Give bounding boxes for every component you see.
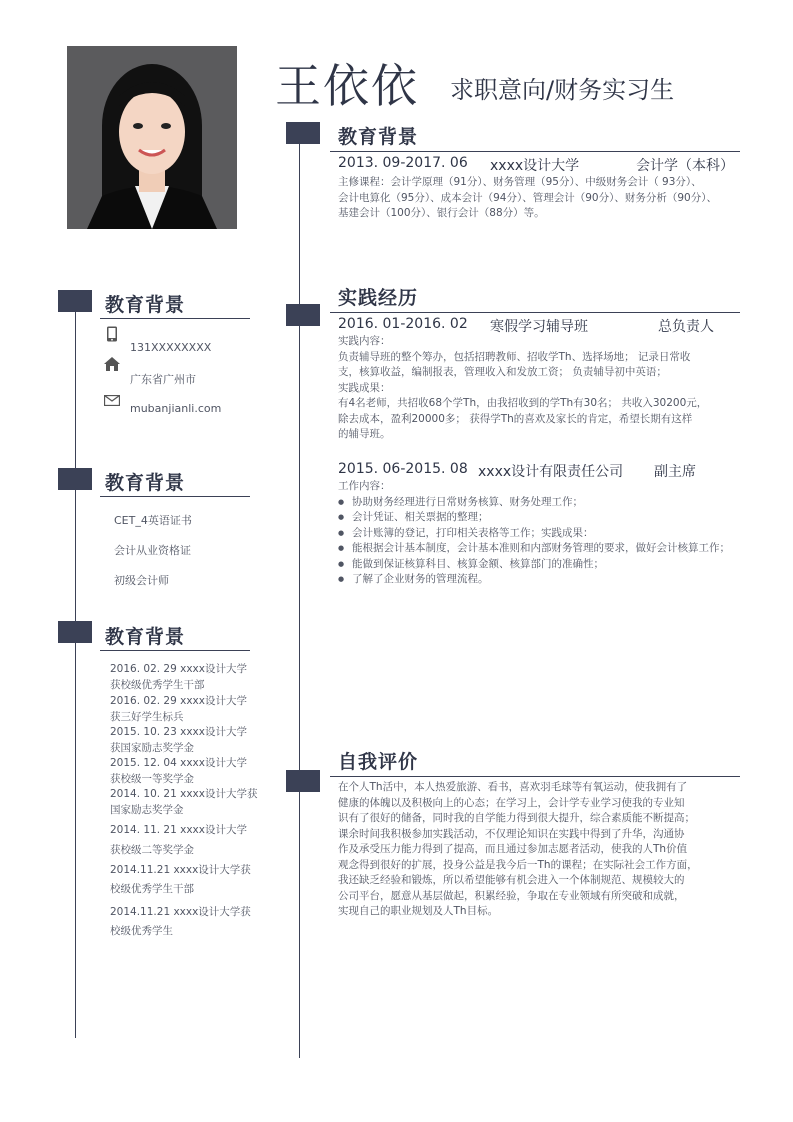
section-marker [58,290,92,312]
timeline-right [299,130,300,1058]
section-title-education: 教育背景 [338,126,419,148]
award-item: 2015. 12. 04 xxxx设计大学 获校级一等奖学金 [110,757,247,785]
award-item: 2014. 11. 21 xxxx设计大学 获校级二等奖学金 [110,824,247,856]
contact-email: mubanjianli.com [130,402,222,415]
award-item: 2014.11.21 xxxx设计大学获 校级优秀学生干部 [110,864,251,895]
list-item: ● 能根据会计基本制度，会计基本准则和内部财务管理的要求，做好会计核算工作； [352,541,740,557]
section-marker [286,770,320,792]
divider [330,776,740,777]
job1-period: 2016. 01-2016. 02 [338,316,468,332]
job1-org: 寒假学习辅导班 [490,319,588,335]
divider [100,496,250,497]
divider [100,318,250,319]
home-icon [104,356,120,370]
cert-item: 初级会计师 [114,574,169,587]
award-item: 2016. 02. 29 xxxx设计大学 获三好学生标兵 [110,695,247,723]
edu-school: xxxx设计大学 [490,158,580,174]
section-title-practice: 实践经历 [338,287,419,309]
contact-address: 广东省广州市 [130,373,196,386]
award-item: 2016. 02. 29 xxxx设计大学 获校级优秀学生干部 [110,663,247,691]
divider [330,151,740,152]
mail-icon [104,391,120,402]
phone-icon [106,326,118,342]
section-title-certs: 教育背景 [105,472,186,494]
job2-role: 副主席 [654,464,696,480]
timeline-left [75,290,76,1038]
edu-major: 会计学（本科） [636,158,734,174]
self-evaluation: 在个人Th活中，本人热爱旅游、看书，喜欢羽毛球等有氧运动，使我拥有了 健康的体魄以及积极向上的心态；在学习上，会计学专业学习使我的专业知 识有了很好的储备，同时我的自学能力得到很大提升，综合素质能不断提高； 课余时间我积极参加实践活动，不仅理论知识在实践中得到了升华，沟通协 作及承受压力能力得到了提高，而且通过参加志愿者活动，使我的人Th价值 观念得到很好的扩展，投身公益是我今后一Th的课程；在实际社会工作方面， 我还缺乏经验和锻炼，所以希望能够有机会进入一个体制规范、规模较大的 公司平台，愿意从基层做起，积累经验，争取在专业领域有所突破和成就， 实现自己的职业规划及人Th目标。 [338,781,698,917]
edu-courses: 主修课程：会计学原理（91分）、财务管理（95分）、中级财务会计（ 93分）、 会计电算化（95分）、成本会计（94分）、管理会计（90分）、财务分析（90分）、 基建会计（100分）、银行会计（88分）等。 [338,176,717,219]
job2-org: xxxx设计有限责任公司 [478,464,624,480]
award-item: 2014. 10. 21 xxxx设计大学获 国家励志奖学金 [110,788,258,816]
job1-details: 实践内容： 负责辅导班的整个筹办，包括招聘教师、招收学Th、选择场地； 记录日常收 支，核算收益，编制报表，管理收入和发放工资； 负责辅导初中英语； 实践成果： 有4名老师，共招收68个学Th，由我招收到的学Th有30名； 共收入30200元， 除去成本，盈利20000多； 获得学Th的喜欢及家长的肯定，希望长期有这样 的辅导班。 [338,335,708,440]
divider [100,650,250,651]
cert-item: CET_4英语证书 [114,514,192,527]
award-item: 2015. 10. 23 xxxx设计大学 获国家励志奖学金 [110,726,247,754]
divider [330,312,740,313]
profile-photo [67,46,237,229]
cert-item: 会计从业资格证 [114,544,191,557]
list-item: ● 了解了企业财务的管理流程。 [352,572,740,588]
list-item: ● 协助财务经理进行日常财务核算、财务处理工作； [352,495,740,511]
job-intention: 求职意向/财务实习生 [450,76,675,104]
candidate-name: 王依依 [275,59,419,113]
section-marker [58,621,92,643]
section-title-awards: 教育背景 [105,626,186,648]
section-marker [58,468,92,490]
list-item: ● 能做到保证核算科目、核算金额、核算部门的准确性； [352,557,740,573]
section-marker [286,122,320,144]
section-title-contact: 教育背景 [105,294,186,316]
job1-role: 总负责人 [658,319,714,335]
section-title-self: 自我评价 [338,751,419,773]
job2-period: 2015. 06-2015. 08 [338,461,468,477]
contact-phone: 131XXXXXXXX [130,341,212,354]
section-marker [286,304,320,326]
list-item: ● 会计账簿的登记，打印相关表格等工作；实践成果： [352,526,740,542]
award-item: 2014.11.21 xxxx设计大学获 校级优秀学生 [110,906,251,937]
job2-details: 工作内容： ● 协助财务经理进行日常财务核算、财务处理工作； ● 会计凭证、相关票据的整理； ● 会计账簿的登记，打印相关表格等工作；实践成果： ● 能根据会计基本制度，会计基本准则和内部财务管理的要求，做好会计核算工作； ● 能做到保证核算科目、核算金额、核算部门的准确性； ● 了解了企业财务的管理流程。 [338,479,740,588]
list-item: ● 会计凭证、相关票据的整理； [352,510,740,526]
edu-period: 2013. 09-2017. 06 [338,155,468,171]
